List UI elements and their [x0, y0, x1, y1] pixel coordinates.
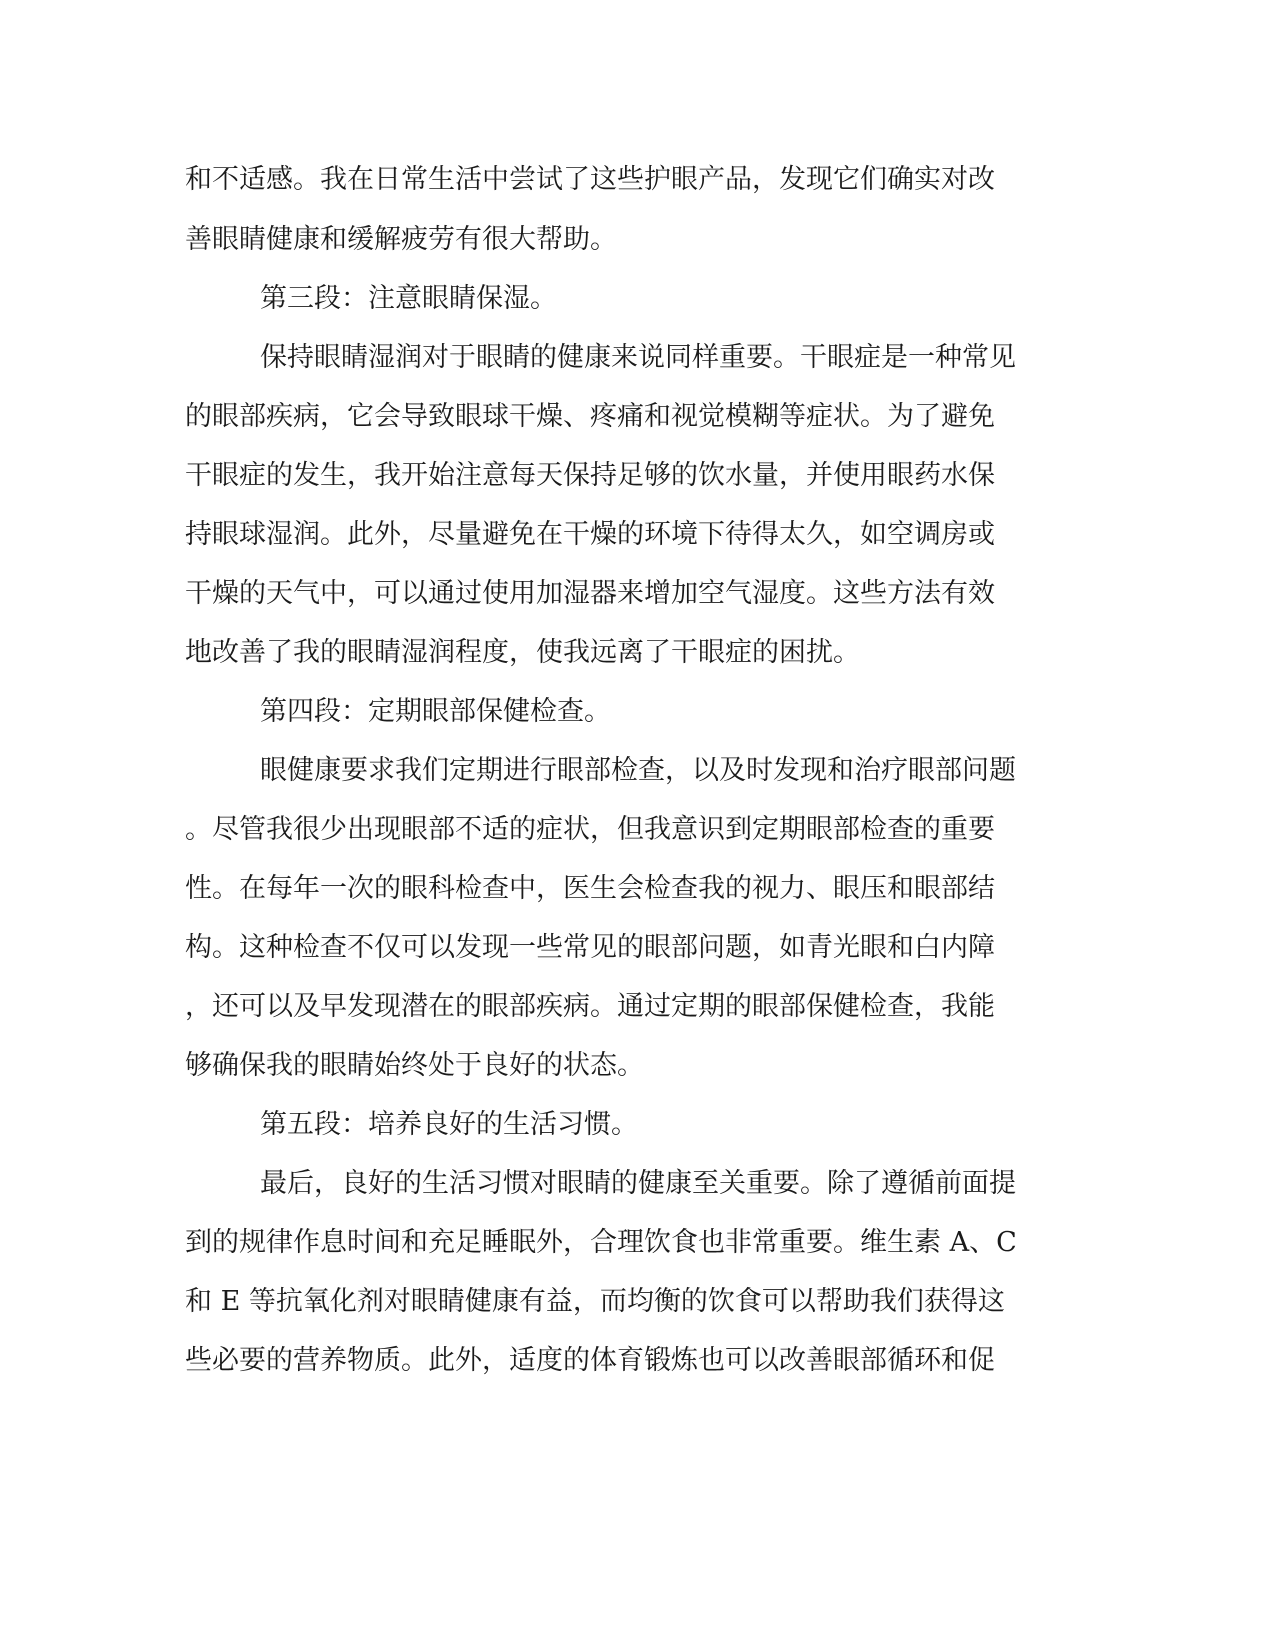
text-line: 干眼症的发生，我开始注意每天保持足够的饮水量，并使用眼药水保 [185, 460, 995, 491]
text-line: 够确保我的眼睛始终处于良好的状态。 [185, 1050, 644, 1081]
text-line: 眼健康要求我们定期进行眼部检查，以及时发现和治疗眼部问题 [260, 755, 1016, 786]
text-line: 保持眼睛湿润对于眼睛的健康来说同样重要。干眼症是一种常见 [260, 342, 1016, 373]
text-line: 的眼部疾病，它会导致眼球干燥、疼痛和视觉模糊等症状。为了避免 [185, 401, 995, 432]
text-line: 性。在每年一次的眼科检查中，医生会检查我的视力、眼压和眼部结 [185, 873, 995, 904]
text-line: 到的规律作息时间和充足睡眠外，合理饮食也非常重要。维生素 A、C [185, 1227, 1017, 1258]
text-line: 和不适感。我在日常生活中尝试了这些护眼产品，发现它们确实对改 [185, 164, 995, 195]
text-line: 构。这种检查不仅可以发现一些常见的眼部问题，如青光眼和白内障 [185, 932, 995, 963]
text-line: 地改善了我的眼睛湿润程度，使我远离了干眼症的困扰。 [185, 637, 860, 668]
text-line: 最后，良好的生活习惯对眼睛的健康至关重要。除了遵循前面提 [260, 1168, 1016, 1199]
text-line: 。尽管我很少出现眼部不适的症状，但我意识到定期眼部检查的重要 [185, 814, 995, 845]
text-line: 和 E 等抗氧化剂对眼睛健康有益，而均衡的饮食可以帮助我们获得这 [185, 1286, 1005, 1317]
text-line: 干燥的天气中，可以通过使用加湿器来增加空气湿度。这些方法有效 [185, 578, 995, 609]
text-line: ，还可以及早发现潜在的眼部疾病。通过定期的眼部保健检查，我能 [185, 991, 995, 1022]
text-line: 善眼睛健康和缓解疲劳有很大帮助。 [185, 224, 617, 255]
section-heading-4: 第四段：定期眼部保健检查。 [260, 696, 611, 727]
section-heading-5: 第五段：培养良好的生活习惯。 [260, 1109, 638, 1140]
text-line: 些必要的营养物质。此外，适度的体育锻炼也可以改善眼部循环和促 [185, 1345, 995, 1376]
text-line: 持眼球湿润。此外，尽量避免在干燥的环境下待得太久，如空调房或 [185, 519, 995, 550]
section-heading-3: 第三段：注意眼睛保湿。 [260, 283, 557, 314]
